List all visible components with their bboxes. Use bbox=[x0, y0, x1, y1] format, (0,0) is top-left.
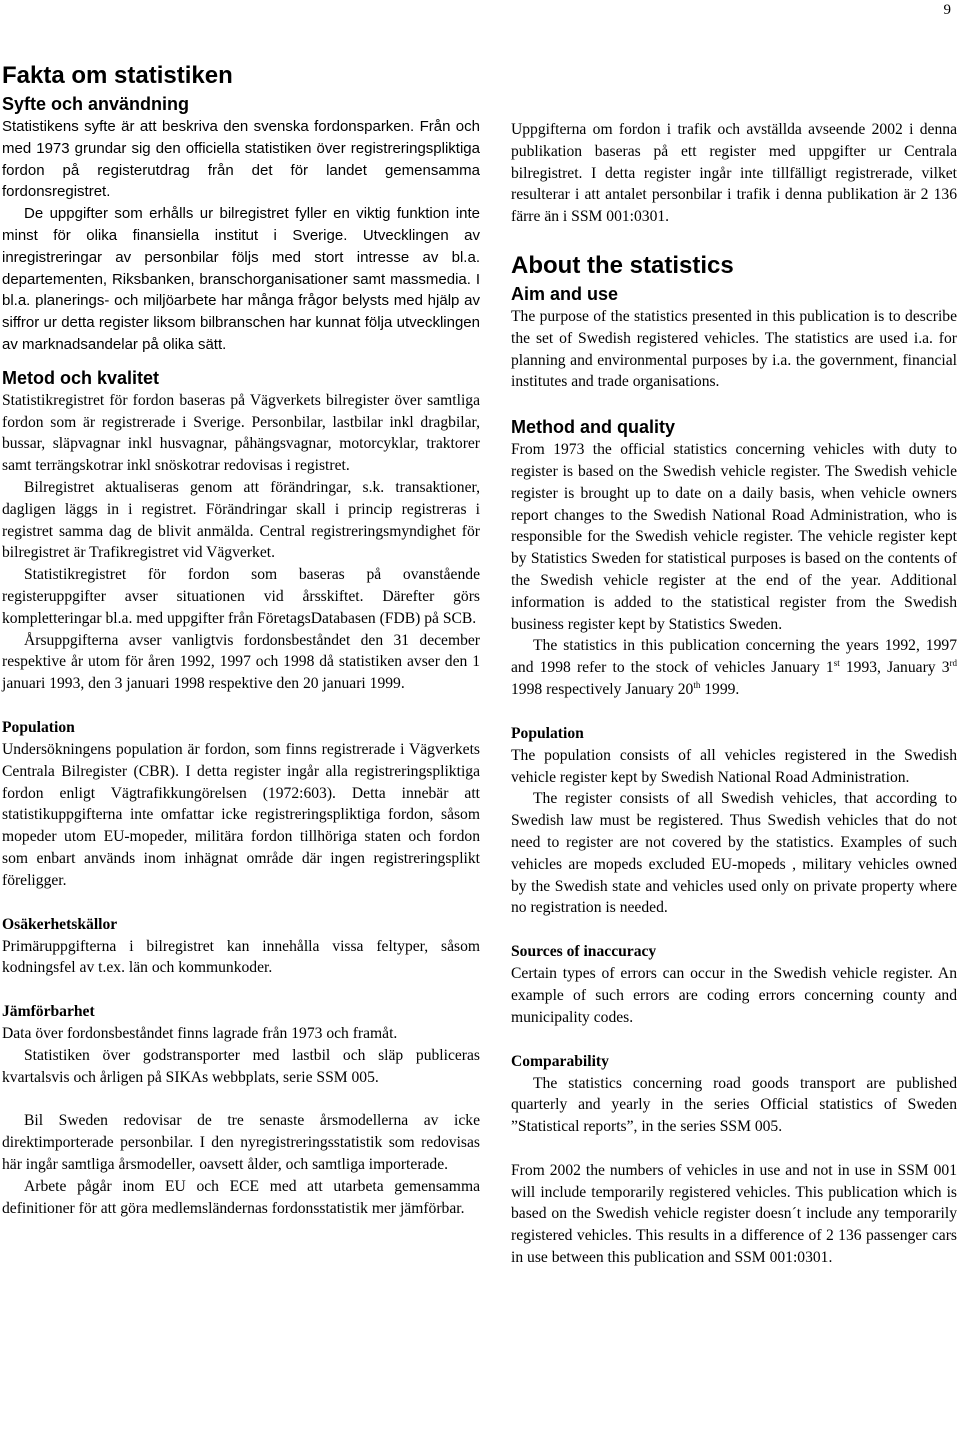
paragraph-aim: The purpose of the statistics presented in this publication is to describe the set of Swedish registered vehicles. The statistics are used i.a. for planning and environmental purposes by i.a. the government, financial institutes and trade organisations. bbox=[511, 307, 957, 391]
paragraph-jamfor-4: Arbete pågår inom EU och ECE med att utarbeta gemensamma definitioner för att göra medlemsländernas fordonsstatistik mer jämförbar. bbox=[2, 1177, 480, 1217]
paragraph-osakerhet: Primäruppgifterna i bilregistret kan innehålla vissa feltyper, såsom kodningsfel av t.ex. län och kommunkoder. bbox=[2, 937, 480, 977]
heading-comparability: Comparability bbox=[511, 1052, 609, 1070]
paragraph-syfte-2: De uppgifter som erhålls ur bilregistret fyller en viktig funktion inte minst för olika finansiella institut i Sverige. Utvecklingen av inregistreringar av personbilar följs med stort intresse av bl.a. departementen, Riksbanken, branschorganisationer samt massmedia. I bl.a. planerings- och miljöarbete har många frågor belysts med hjälp av siffror ur detta register liksom bilbranschen har kunnat följa utvecklingen av marknadsandelar på olika sätt. bbox=[2, 205, 480, 353]
about-title: About the statistics bbox=[511, 251, 734, 279]
page-title: Fakta om statistiken bbox=[2, 62, 233, 89]
paragraph-comparability-1: The statistics concerning road goods transport are published quarterly and yearly in the series Official statistics of Sweden ”Statistical reports”, in the series SSM 005. bbox=[511, 1074, 957, 1136]
heading-osakerhet: Osäkerhetskällor bbox=[2, 915, 118, 933]
paragraph-method-2: The statistics in this publication concerning the years 1992, 1997 and 1998 refer to the stock of vehicles January 1st 1993, January 3rd 1998 respectively January 20th 1999. bbox=[511, 637, 957, 698]
heading-population-sv: Population bbox=[2, 718, 75, 736]
paragraph-jamfor-3: Bil Sweden redovisar de tre senaste årsmodellerna av icke direktimporterade personbilar. I den nyregistreringsstatistik som redovisas här ingår samtliga årsmodeller, oavsett ålder, och samtliga importerade. bbox=[2, 1112, 480, 1174]
heading-method: Method and quality bbox=[511, 417, 675, 438]
heading-jamforbarhet: Jämförbarhet bbox=[2, 1003, 95, 1021]
paragraph-metod-3: Statistikregistret för fordon som baseras på ovanstående registeruppgifter avser situationen vid årsskiftet. Därefter görs kompletteringar bl.a. med uppgifter från FöretagsDatabasen (FDB) på SCB. bbox=[2, 566, 480, 627]
left-column-swedish bbox=[2, 60, 480, 1219]
paragraph-population-en-1: The population consists of all vehicles registered in the Swedish vehicle register kept by Swedish National Road Administration. bbox=[511, 746, 957, 786]
heading-aim: Aim and use bbox=[511, 283, 619, 304]
paragraph-syfte-1: Statistikens syfte är att beskriva den svenska fordonsparken. Från och med 1973 grundar sig den officiella statistiken över registreringspliktiga fordon på registerutdrag från det för landet gemensamma fordonsregistret. bbox=[2, 118, 480, 201]
heading-sources: Sources of inaccuracy bbox=[511, 943, 657, 961]
right-column-english bbox=[511, 119, 957, 1269]
heading-syfte: Syfte och användning bbox=[2, 94, 190, 114]
paragraph-jamfor-2: Statistiken över godstransporter med lastbil och släp publiceras kvartalsvis och årligen på SIKAs webbplats, serie SSM 005. bbox=[2, 1046, 480, 1086]
paragraph-method-1: From 1973 the official statistics concerning vehicles with duty to register is based on the Swedish vehicle register. The Swedish vehicle register is brought up to date on a daily basis, when vehicle owners report changes to the Swedish National Road Administration, who is responsible for the Swedish vehicle register. The vehicle register kept by Statistics Sweden for statistical purposes is based on the contents of the Swedish vehicle register at the end of the year. Additional information is added to the statistical register from the Swedish business register kept by Statistics Sweden. bbox=[511, 441, 957, 633]
heading-metod: Metod och kvalitet bbox=[2, 367, 160, 388]
heading-population-en: Population bbox=[511, 724, 584, 742]
paragraph-jamfor-1: Data över fordonsbeståndet finns lagrade från 1973 och framåt. bbox=[2, 1025, 398, 1043]
paragraph-metod-1: Statistikregistret för fordon baseras på Vägverkets bilregister över samtliga fordon som är registrerade i Sverige. Personbilar, lastbilar inkl dragbilar, bussar, släpvagnar inkl husvagnar, påhängsvagnar, motorcyklar, traktorer samt terrängskotrar inkl snöskotrar redovisas i registret. bbox=[2, 391, 480, 475]
paragraph-metod-4: Årsuppgifterna avser vanligtvis fordonsbeståndet den 31 december respektive år utom för åren 1992, 1997 och 1998 då statistiken avser den 1 januari 1993, den 3 januari 1998 respektive den 20 januari 1999. bbox=[2, 631, 480, 693]
paragraph-comparability-2: From 2002 the numbers of vehicles in use and not in use in SSM 001 will include temporarily registered vehicles. This publication which is based on the Swedish vehicle register doesn´t include any temporarily registered vehicles. This results in a difference of 2 136 passenger cars in use between this publication and SSM 001:0301. bbox=[511, 1161, 957, 1267]
paragraph-sources: Certain types of errors can occur in the Swedish vehicle register. An example of such errors are coding errors concerning county and municipality codes. bbox=[511, 965, 957, 1026]
page-number: 9 bbox=[943, 2, 951, 18]
paragraph-population-sv: Undersökningens population är fordon, som finns registrerade i Vägverkets Centrala Bilregister (CBR). I detta register ingår alla registreringspliktiga fordon enligt Vägtrafikkungörelsen (1972:603). Detta innebär att statistikuppgifterna inte omfattar icke registreringspliktiga fordon, såsom mopeder utom EU-mopeder, militära fordon tillhöriga staten och fordon som enbart används inom inhägnat område där ingen registreringsplikt föreligger. bbox=[2, 740, 480, 889]
paragraph-intro: Uppgifterna om fordon i trafik och avställda avseende 2002 i denna publikation baseras på ett register med uppgifter ur Centrala bilregistret. I detta register ingår inte tillfälligt registrerade, vilket resulterar i att antalet personbilar i trafik i denna publikation är 2 136 färre än i SSM 001:0301. bbox=[511, 121, 957, 226]
paragraph-metod-2: Bilregistret aktualiseras genom att förändringar, s.k. transaktioner, dagligen läggs in i registret. Förändringar skall i princip registreras i registret samma dag de blivit anmälda. Central registreringsmyndighet för bilregistret är Trafikregistret vid Vägverket. bbox=[2, 478, 480, 562]
paragraph-population-en-2: The register consists of all Swedish vehicles, that according to Swedish law must be registered. Thus Swedish vehicles that do not need to register are not covered by the statistics. Examples of such vehicles are mopeds excluded EU-mopeds , military vehicles owned by the Swedish state and vehicles used only on private property where no registration is needed. bbox=[511, 790, 957, 917]
